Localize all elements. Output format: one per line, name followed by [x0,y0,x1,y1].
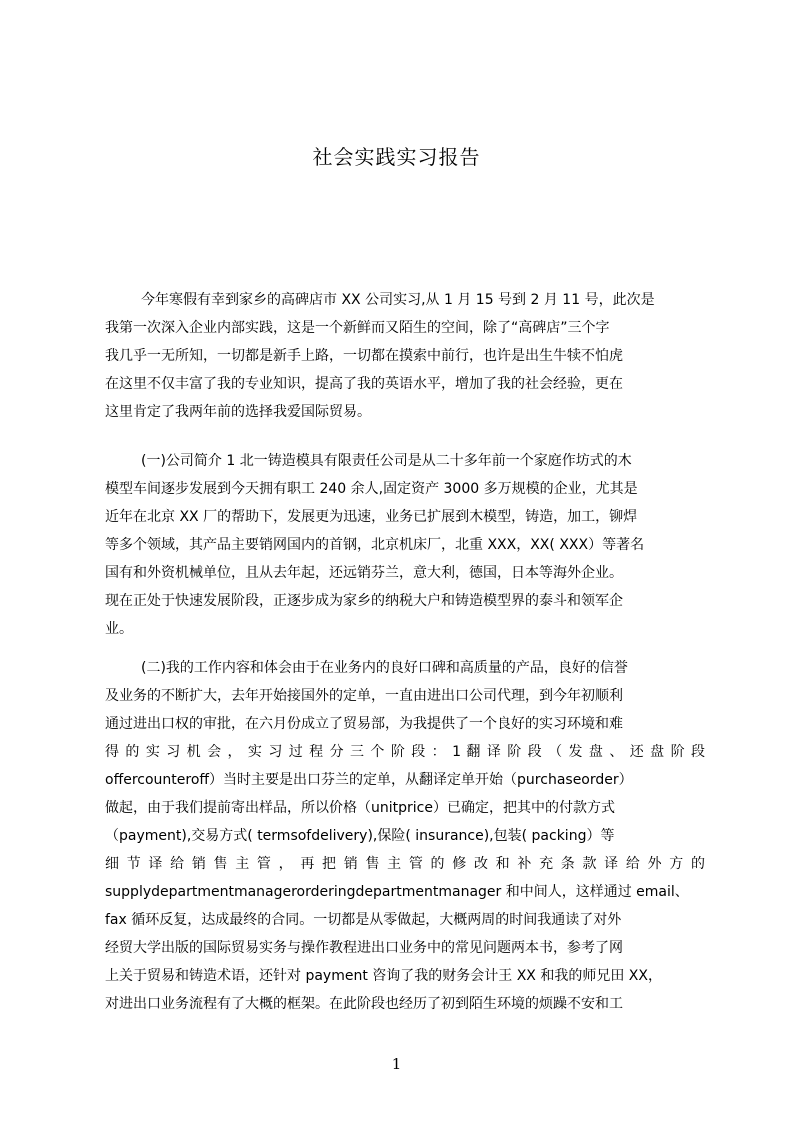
text-line: 及业务的不断扩大，去年开始接国外的定单，一直由进出口公司代理，到今年初顺利 [105,688,623,704]
text-line: 模型车间逐步发展到今天拥有职工 240 余人,固定资产 3000 多万规模的企业，尤其是 [105,481,638,497]
paragraph-intro [105,286,705,426]
text-line: 对进出口业务流程有了大概的框架。在此阶段也经历了初到陌生环境的烦躁不安和工 [105,996,623,1012]
text-line: 近年在北京 XX 厂的帮助下，发展更为迅速，业务已扩展到木模型，铸造，加工，铆焊 [105,509,638,525]
text-line: 在这里不仅丰富了我的专业知识，提高了我的英语水平，增加了我的社会经验，更在 [105,376,623,392]
text-line: 做起，由于我们提前寄出样品，所以价格（unitprice）已确定，把其中的付款方式 [105,800,615,816]
page-number: 1 [391,1055,402,1073]
text-line: supplydepartmentmanagerorderingdepartmentmanager 和中间人，这样通过 email、 [105,884,689,900]
text-line: 我第一次深入企业内部实践，这是一个新鲜而又陌生的空间，除了“高碑店”三个字 [105,320,610,336]
text-line: 国有和外资机械单位，且从去年起，还远销芬兰，意大利，德国，日本等海外企业。 [105,565,623,581]
text-line: fax 循环反复，达成最终的合同。一切都是从零做起，大概两周的时间我通读了对外 [105,912,622,928]
paragraph-company-profile [105,447,705,643]
text-line: 经贸大学出版的国际贸易实务与操作教程进出口业务中的常见问题两本书，参考了网 [105,940,623,956]
text-line: 这里肯定了我两年前的选择我爱国际贸易。 [105,404,371,420]
text-line: 得 的 实 习 机 会 ， 实 习 过 程 分 三 个 阶 段 ： 1 翻 译 阶 段 （ 发 盘 、 还 盘 阶 段 [105,744,705,760]
text-line: （payment),交易方式( termsofdelivery),保险( insurance),包装( packing）等 [105,828,615,844]
text-line: 现在正处于快速发展阶段，正逐步成为家乡的纳税大户和铸造模型界的泰斗和领军企 [105,593,623,609]
text-line: 细 节 译 给 销 售 主 管 ， 再 把 销 售 主 管 的 修 改 和 补 充 条 款 译 给 外 方 的 [105,856,705,872]
text-line: offercounteroff）当时主要是出口芬兰的定单，从翻译定单开始（purchaseorder） [105,772,633,788]
text-line: 上关于贸易和铸造术语，还针对 payment 咨询了我的财务会计王 XX 和我的师兄田 XX， [105,968,662,984]
text-line: 我几乎一无所知，一切都是新手上路，一切都在摸索中前行，也许是出生牛犊不怕虎 [105,348,623,364]
text-line: (二)我的工作内容和体会由于在业务内的良好口碑和高质量的产品，良好的信誉 [141,660,628,676]
text-line: (一)公司简介 1 北一铸造模具有限责任公司是从二十多年前一个家庭作坊式的木 [141,453,632,469]
text-line: 业。 [105,621,133,637]
text-line: 今年寒假有幸到家乡的高碑店市 XX 公司实习,从 1 月 15 号到 2 月 11 号，此次是 [141,292,655,308]
text-line: 等多个领域，其产品主要销网国内的首钢，北京机床厂，北重 XXX，XX( XXX）等著名 [105,537,645,553]
paragraph-work-content [105,654,705,1018]
document-title: 社会实践实习报告 [312,145,481,169]
text-line: 通过进出口权的审批，在六月份成立了贸易部，为我提供了一个良好的实习环境和难 [105,716,623,732]
